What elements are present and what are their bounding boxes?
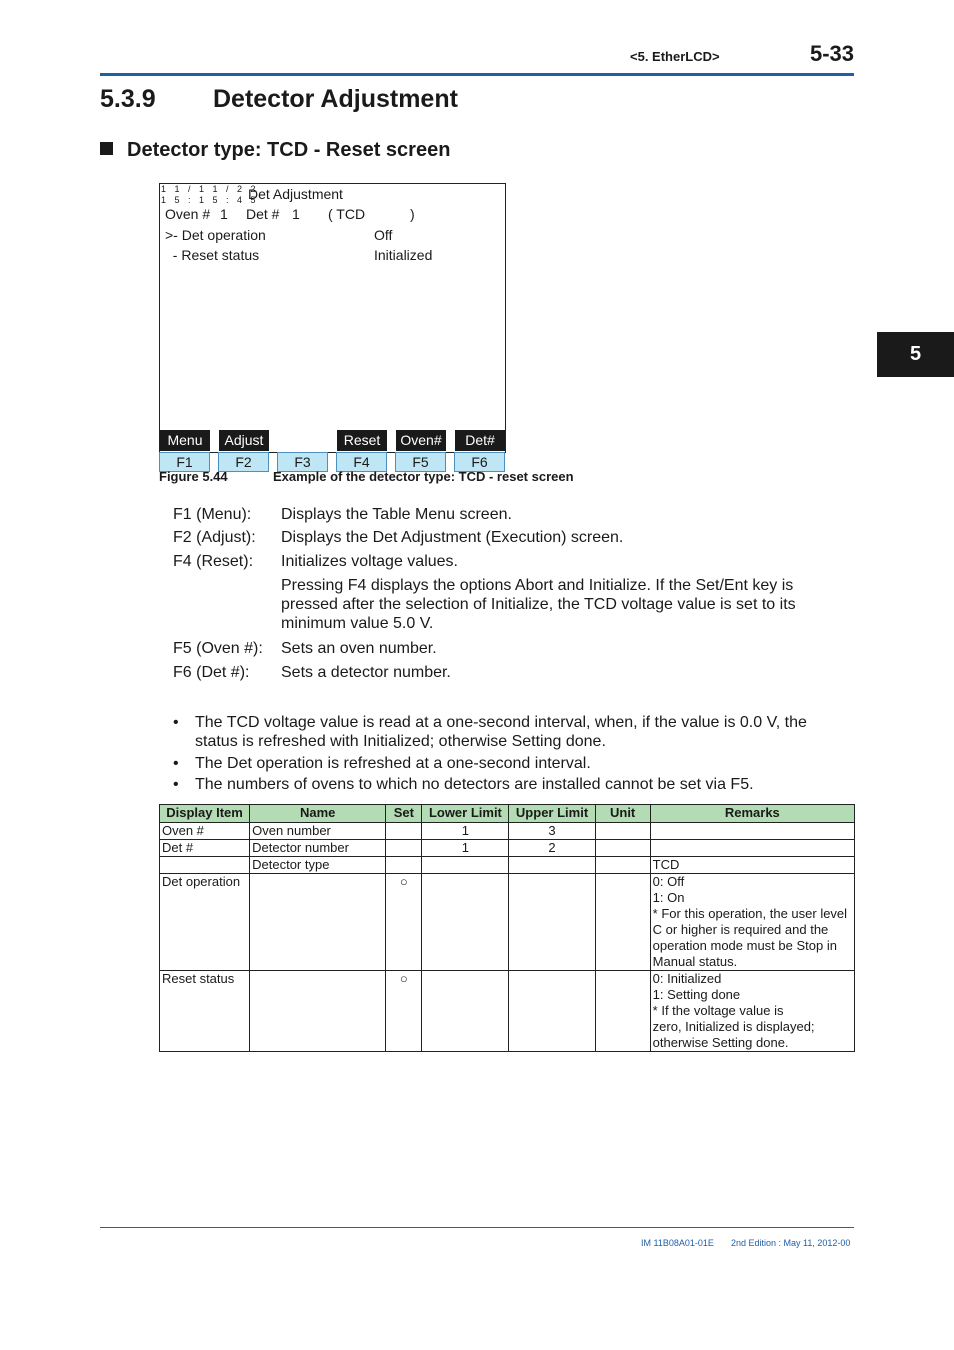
key-row (173, 552, 458, 571)
cell-set (386, 840, 422, 857)
key-desc: Initializes voltage values. (281, 553, 458, 570)
cell-name: Detector number (250, 840, 386, 857)
cell-unit (595, 823, 650, 840)
cell-lower (422, 857, 509, 874)
chapter-tab: 5 (877, 332, 954, 377)
cell-unit (595, 971, 650, 1052)
fkey-f2[interactable]: F2 (218, 452, 269, 472)
softkey-adjust[interactable]: Adjust (219, 430, 269, 451)
cell-name: Oven number (250, 823, 386, 840)
bullet-text: The numbers of ovens to which no detectors are installed cannot be set via F5. (195, 776, 754, 793)
key-name: F6 (Det #): (173, 664, 250, 681)
cell-display-item: Det # (160, 840, 250, 857)
cell-name (250, 874, 386, 971)
lcd-det-type: ( TCD (328, 206, 366, 222)
figure-number: Figure 5.44 (159, 469, 228, 484)
key-desc: Sets a detector number. (281, 664, 451, 681)
lcd-screen (159, 183, 506, 453)
key-desc: Sets an oven number. (281, 640, 437, 657)
cell-upper: 3 (509, 823, 595, 840)
col-remarks: Remarks (650, 805, 854, 823)
edition: 2nd Edition : May 11, 2012-00 (731, 1238, 851, 1248)
footer-rule (100, 1227, 854, 1228)
softkey-oven[interactable]: Oven# (396, 430, 446, 451)
lcd-row-label: >- Det operation (165, 227, 266, 243)
page-number: 5-33 (810, 41, 855, 66)
square-bullet-icon (100, 142, 113, 155)
key-desc: Pressing F4 displays the options Abort and Initialize. If the Set/Ent key is pressed after the selection of Initialize, the TCD voltage value is set to its minimum value 5.0 V. (281, 577, 796, 632)
doc-id: IM 11B08A01-01E (641, 1238, 714, 1248)
softkey-reset[interactable]: Reset (337, 430, 387, 451)
table-row (160, 874, 855, 971)
figure-caption: Example of the detector type: TCD - reset screen (273, 469, 574, 484)
lcd-oven-label: Oven # (165, 206, 211, 222)
lcd-det-value: 1 (292, 206, 300, 222)
cell-lower: 1 (422, 823, 509, 840)
softkey-det[interactable]: Det# (455, 430, 505, 451)
lcd-row-value: Off (374, 227, 393, 243)
cell-name: Detector type (250, 857, 386, 874)
lcd-det-label: Det # (246, 206, 280, 222)
cell-remarks: 0: Off 1: On * For this operation, the user level C or higher is required and the operation mode must be Stop in Manual status. (650, 874, 854, 971)
cell-set (386, 823, 422, 840)
key-desc: Displays the Table Menu screen. (281, 506, 512, 523)
lcd-time: 1 5 : 1 5 : 4 5 (161, 195, 259, 205)
cell-upper (509, 857, 595, 874)
key-name: F4 (Reset): (173, 553, 254, 570)
fkey-f4[interactable]: F4 (336, 452, 387, 472)
cell-upper (509, 874, 595, 971)
bullet-dot-icon: • (173, 714, 179, 731)
section-number: 5.3.9 (100, 85, 156, 113)
lcd-oven-value: 1 (220, 206, 228, 222)
chapter-header: <5. EtherLCD> (630, 49, 720, 64)
fkey-f6[interactable]: F6 (454, 452, 505, 472)
lcd-det-type-close: ) (410, 206, 415, 222)
key-desc: Displays the Det Adjustment (Execution) screen. (281, 529, 624, 546)
col-set: Set (386, 805, 422, 823)
col-unit: Unit (595, 805, 650, 823)
fkey-f3[interactable]: F3 (277, 452, 328, 472)
table-row (160, 857, 855, 874)
section-title-text: Detector Adjustment (213, 85, 458, 113)
table-row (160, 971, 855, 1052)
col-display-item: Display Item (160, 805, 250, 823)
subheading-text: Detector type: TCD - Reset screen (127, 139, 451, 161)
cell-name (250, 971, 386, 1052)
col-lower-limit: Lower Limit (422, 805, 509, 823)
table-row (160, 823, 855, 840)
cell-lower (422, 874, 509, 971)
cell-remarks: 0: Initialized 1: Setting done * If the voltage value is zero, Initialized is displayed; otherwise Setting done. (650, 971, 854, 1052)
subheading (100, 139, 450, 162)
cell-display-item: Reset status (160, 971, 250, 1052)
cell-unit (595, 840, 650, 857)
key-row (173, 663, 451, 682)
display-items-table (159, 804, 855, 1052)
lcd-title: Det Adjustment (248, 186, 343, 202)
key-row (173, 505, 512, 524)
bullet-dot-icon: • (173, 755, 179, 772)
lcd-row-label: - Reset status (165, 247, 260, 263)
col-upper-limit: Upper Limit (509, 805, 595, 823)
key-name: F2 (Adjust): (173, 529, 256, 546)
table-header-row (160, 805, 855, 823)
cell-remarks (650, 840, 854, 857)
cell-set (386, 857, 422, 874)
cell-remarks: TCD (650, 857, 854, 874)
cell-unit (595, 874, 650, 971)
cell-display-item (160, 857, 250, 874)
bullet-dot-icon: • (173, 776, 179, 793)
bullet-text: The Det operation is refreshed at a one-second interval. (195, 755, 591, 772)
col-name: Name (250, 805, 386, 823)
lcd-row-value: Initialized (374, 247, 433, 263)
key-name: F5 (Oven #): (173, 640, 263, 657)
softkey-menu[interactable]: Menu (160, 430, 210, 451)
bullet-text: The TCD voltage value is read at a one-second interval, when, if the value is 0.0 V, the status is refreshed with Initialized; otherwise Setting done. (195, 714, 807, 750)
lcd-date: 1 1 / 1 1 / 2 2 (161, 184, 259, 194)
key-row (173, 528, 624, 547)
fkey-f5[interactable]: F5 (395, 452, 446, 472)
table-row (160, 840, 855, 857)
cell-display-item: Oven # (160, 823, 250, 840)
cell-display-item: Det operation (160, 874, 250, 971)
cell-set: ○ (386, 874, 422, 971)
key-name: F1 (Menu): (173, 506, 252, 523)
section-title (100, 85, 458, 114)
header-rule (100, 73, 854, 76)
cell-remarks (650, 823, 854, 840)
cell-unit (595, 857, 650, 874)
fkey-f1[interactable]: F1 (159, 452, 210, 472)
cell-upper (509, 971, 595, 1052)
cell-lower (422, 971, 509, 1052)
key-row (173, 639, 437, 658)
cell-upper: 2 (509, 840, 595, 857)
cell-set: ○ (386, 971, 422, 1052)
cell-lower: 1 (422, 840, 509, 857)
